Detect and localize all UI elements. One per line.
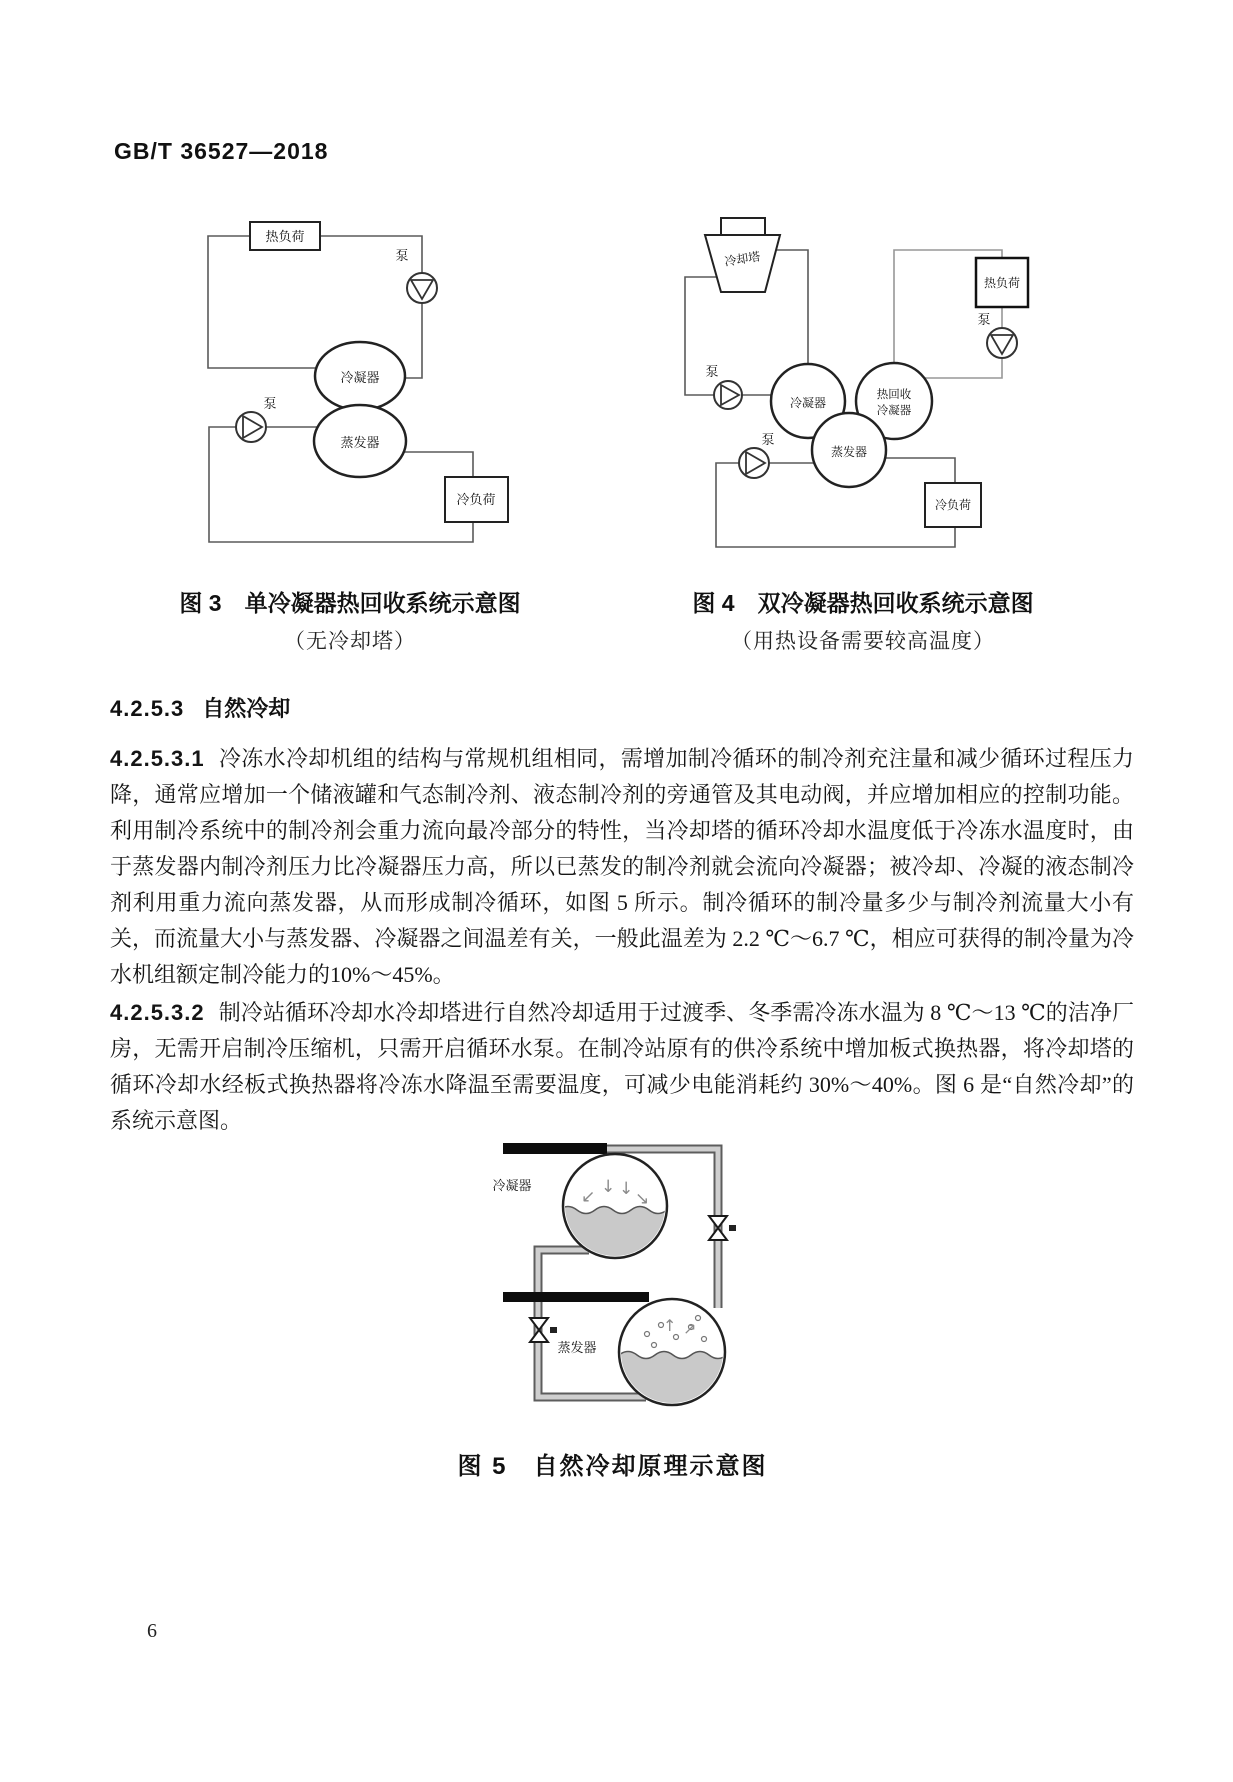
pump-icon: [739, 448, 769, 478]
pump-label: 泵: [263, 396, 277, 411]
condenser-label: 冷凝器: [789, 396, 827, 410]
clause-4-2-5-3-1: [110, 741, 1134, 993]
pipe-line: [885, 458, 955, 483]
clause-number: 4.2.5.3.2: [110, 1000, 205, 1025]
cooling-tower-top: [721, 218, 765, 235]
pump-icon: [236, 412, 266, 442]
pump-label: 泵: [761, 432, 775, 447]
pump-icon: [407, 273, 437, 303]
evaporator-label: 蒸发器: [830, 445, 868, 459]
flow-arrow-icon: ↑: [663, 1316, 677, 1335]
pipe-line: [406, 303, 422, 378]
figure3-diagram: [180, 188, 510, 550]
section-heading-title: 自然冷却: [202, 696, 291, 721]
flow-arrow-icon: ↙: [581, 1187, 596, 1207]
flow-arrow-icon: ↓: [601, 1177, 616, 1197]
figure5-caption: 图 5 自然冷却原理示意图: [457, 1453, 768, 1480]
pump-label: 泵: [395, 248, 409, 263]
pump-icon: [987, 328, 1017, 358]
figure5-diagram: [455, 1128, 775, 1418]
figure4-caption-block: [648, 585, 1078, 655]
heat-recovery-condenser-label-1: 热回收: [876, 389, 912, 401]
evaporator-label: 蒸发器: [340, 435, 380, 450]
figure3-caption: 图 3 单冷凝器热回收系统示意图: [179, 590, 521, 616]
pipe-line: [208, 236, 316, 368]
cooling-tower-label: 冷却塔: [723, 249, 762, 269]
heat-load-label: 热负荷: [265, 229, 305, 244]
standard-number: GB/T 36527—2018: [114, 138, 329, 164]
figure4-caption: 图 4 双冷凝器热回收系统示意图: [692, 590, 1034, 616]
cold-load-label: 冷负荷: [456, 492, 496, 507]
pipe-line: [776, 250, 808, 364]
pipe-line: [924, 358, 1002, 378]
cold-load-label: 冷负荷: [934, 498, 972, 512]
supply-header-bar: [503, 1143, 607, 1154]
pipe-line: [404, 452, 473, 477]
figure3-subcaption: （无冷却塔）: [284, 629, 416, 653]
clause-text: 冷冻水冷却机组的结构与常规机组相同，需增加制冷循环的制冷剂充注量和减少循环过程压力降，通常应增加一个储液罐和气态制冷剂、液态制冷剂的旁通管及其电动阀，并应增加相应的控制功能。利用制冷系统中的制冷剂会重力流向最冷部分的特性，当冷却塔的循环冷却水温度低于冷冻水温度时，由于蒸发器内制冷剂压力比冷凝器压力高，所以已蒸发的制冷剂就会流向冷凝器；被冷却、冷凝的液态制冷剂利用重力流向蒸发器，从而形成制冷循环，如图 5 所示。制冷循环的制冷量多少与制冷剂流量大小有关，而流量大小与蒸发器、冷凝器之间温差有关，一般此温差为 2.2 ℃～6.7 ℃，相应可获得的制冷量为冷水机组额定制冷能力的10%～45%。: [110, 746, 1134, 987]
section-heading: [110, 692, 1134, 723]
clause-text: 制冷站循环冷却水冷却塔进行自然冷却适用于过渡季、冬季需冷冻水温为 8 ℃～13 ℃的洁净厂房，无需开启制冷压缩机，只需开启循环水泵。在制冷站原有的供冷系统中增加板式换热器，将冷却塔的循环冷却水经板式换热器将冷冻水降温至需要温度，可减少电能消耗约 30%～40%。图 6 是“自然冷却”的系统示意图。: [110, 1000, 1134, 1133]
condenser-label: 冷凝器: [340, 370, 380, 385]
pump-icon: [714, 381, 742, 409]
body-text-column: [110, 692, 1134, 1141]
flow-arrow-icon: ↓: [619, 1179, 634, 1199]
heat-recovery-condenser-label-2: 冷凝器: [876, 405, 912, 417]
evaporator-label: 蒸发器: [557, 1340, 597, 1355]
section-heading-number: 4.2.5.3: [110, 696, 185, 721]
heat-load-label: 热负荷: [983, 276, 1021, 290]
clause-number: 4.2.5.3.1: [110, 746, 205, 771]
pump-label: 泵: [977, 312, 991, 327]
condenser-water: [559, 1207, 671, 1264]
condenser-label: 冷凝器: [492, 1178, 532, 1193]
return-header-bar: [503, 1292, 649, 1302]
flow-arrow-icon: ↗: [683, 1319, 697, 1338]
page-number: 6: [147, 1620, 157, 1642]
pump-label: 泵: [705, 364, 719, 379]
clause-4-2-5-3-2: [110, 995, 1134, 1139]
figure4-subcaption: （用热设备需要较高温度）: [731, 629, 995, 653]
figure3-caption-block: [135, 585, 565, 655]
flow-arrow-icon: ↘: [635, 1189, 650, 1209]
figure4-diagram: [618, 193, 1038, 561]
figure5-caption-block: [400, 1446, 825, 1481]
